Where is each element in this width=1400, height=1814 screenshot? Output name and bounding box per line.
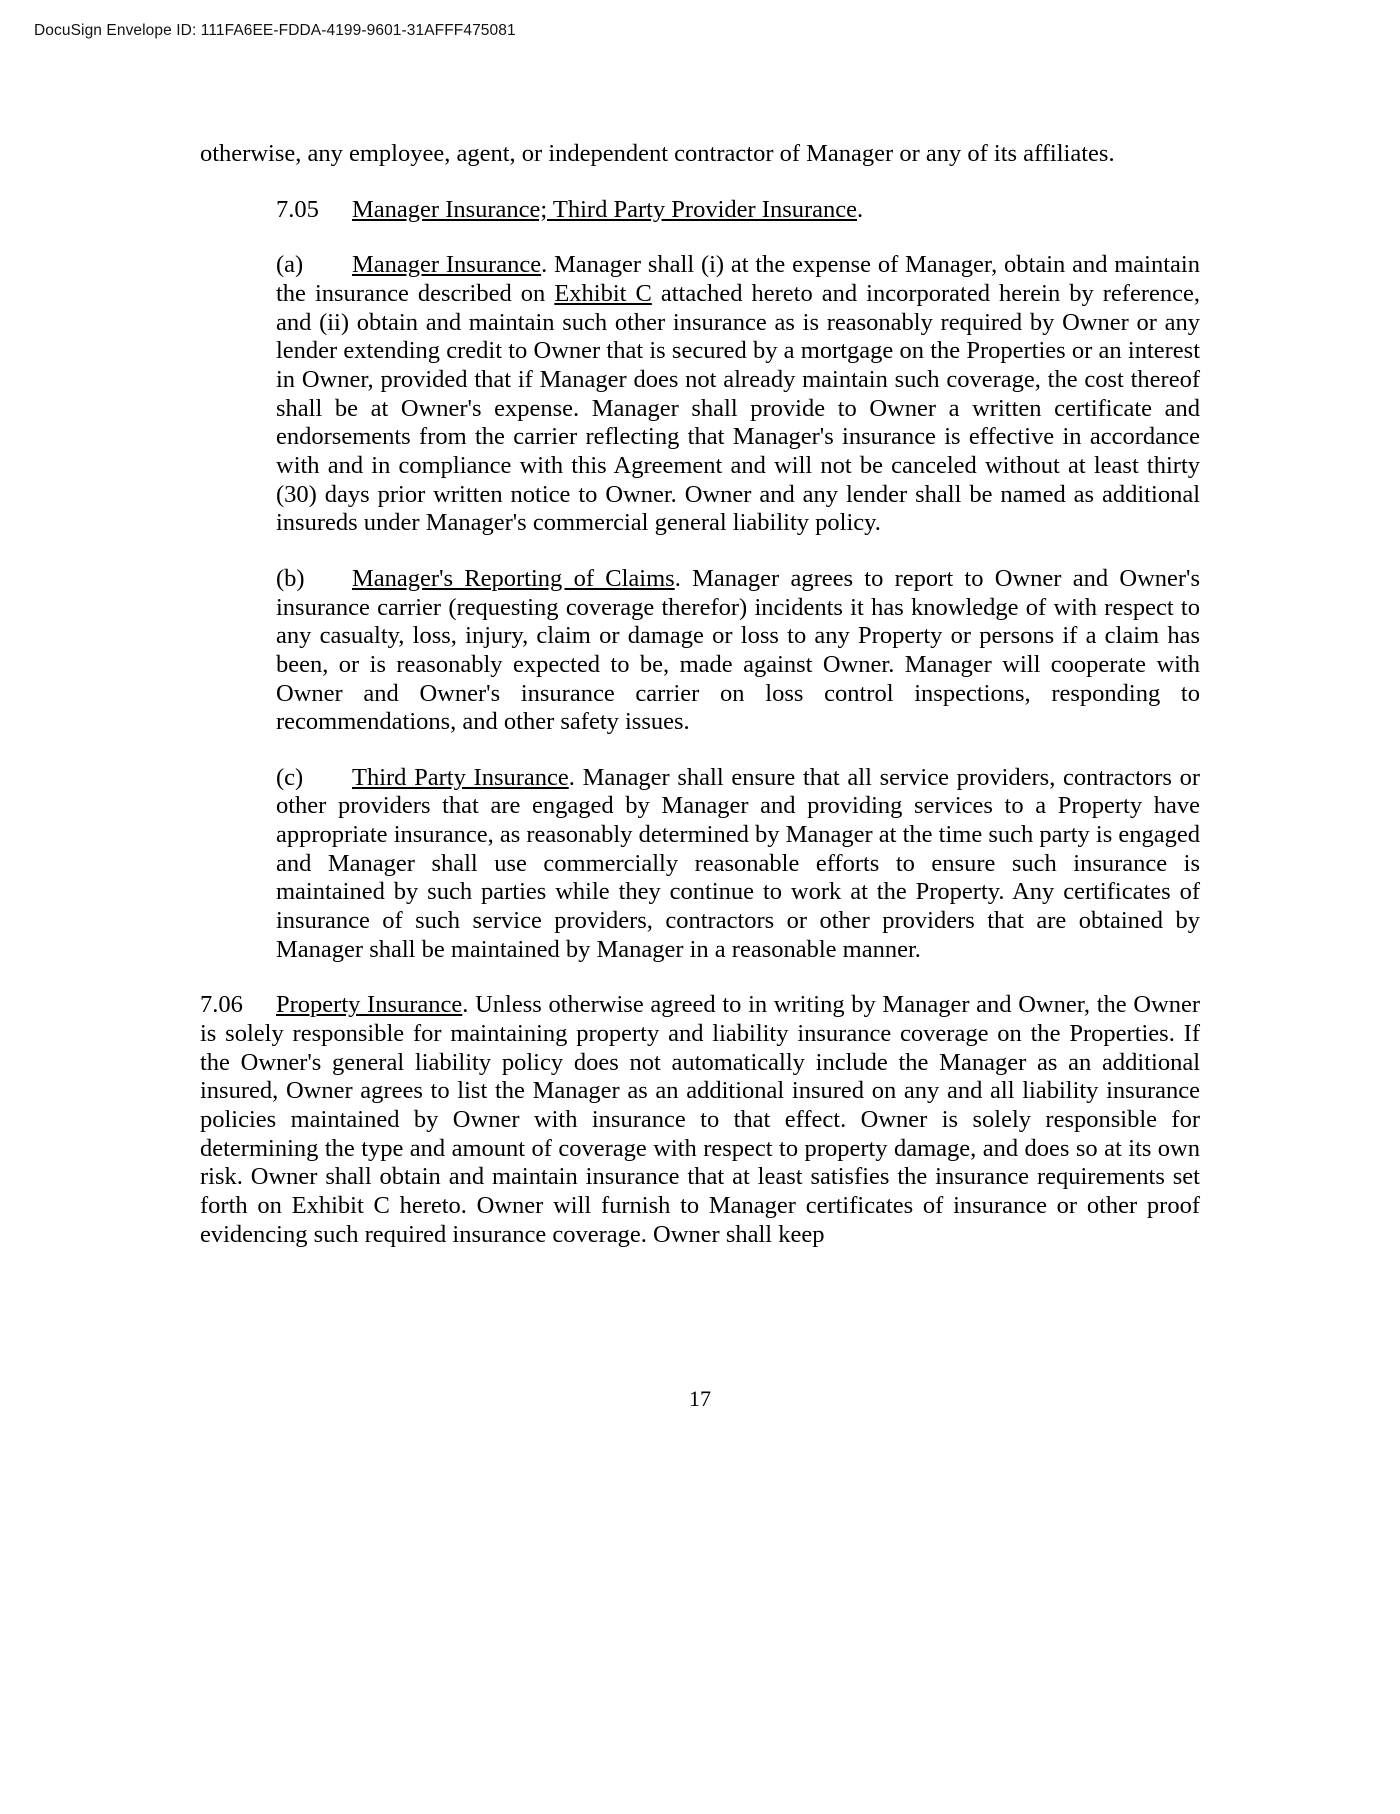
section-7-05-block	[276, 196, 1200, 965]
exhibit-c-reference: Exhibit C	[554, 279, 652, 307]
intro-paragraph: otherwise, any employee, agent, or independent contractor of Manager or any of its affiliates.	[200, 140, 1115, 167]
subsection-b	[276, 565, 1200, 737]
section-number: 7.05	[276, 195, 319, 223]
subsection-c-body: . Manager shall ensure that all service providers, contractors or other providers that are engaged by Manager and providing services to a Property have appropriate insurance, as reasonably determined by Manager at the time such party is engaged and Manager shall use commercially reasonable efforts to ensure such insurance is maintained by such parties while they continue to work at the Property. Any certificates of insurance of such service providers, contractors or other providers that are obtained by Manager shall be maintained by Manager in a reasonable manner.	[276, 763, 1200, 963]
section-7-06	[200, 991, 1200, 1249]
section-7-06-number: 7.06	[200, 991, 243, 1019]
subsection-c-heading: Third Party Insurance	[352, 763, 569, 791]
docusign-envelope-id: DocuSign Envelope ID: 111FA6EE-FDDA-4199-9601-31AFFF475081	[34, 22, 516, 39]
page-number: 17	[689, 1386, 711, 1411]
subsection-b-label: (b)	[276, 564, 305, 592]
section-7-05-heading	[276, 196, 1200, 225]
subsection-a-heading: Manager Insurance	[352, 251, 542, 279]
subsection-a-body-2: attached hereto and incorporated herein by reference, and (ii) obtain and maintain such other insurance as is reasonably required by Owner or any lender extending credit to Owner that is secured by a mortgage on the Properties or an interest in Owner, provided that if Manager does not already maintain such coverage, the cost thereof shall be at Owner's expense. Manager shall provide to Owner a written certificate and endorsements from the carrier reflecting that Manager's insurance is effective in accordance with and in compliance with this Agreement and will not be canceled without at least thirty (30) days prior written notice to Owner. Owner and any lender shall be named as additional insureds under Manager's commercial general liability policy.	[276, 279, 1200, 537]
subsection-c-label: (c)	[276, 763, 304, 791]
subsection-a-body-1: . Manager shall (i) at the expense of Manager, obtain and maintain the insurance described on	[276, 251, 1200, 307]
subsection-a-label: (a)	[276, 251, 304, 279]
subsection-a	[276, 251, 1200, 538]
document-body	[200, 140, 1200, 1249]
subsection-b-body: . Manager agrees to report to Owner and Owner's insurance carrier (requesting coverage therefor) incidents it has knowledge of with respect to any casualty, loss, injury, claim or damage or loss to any Property or persons if a claim has been, or is reasonably expected to be, made against Owner. Manager will cooperate with Owner and Owner's insurance carrier on loss control inspections, responding to recommendations, and other safety issues.	[276, 564, 1200, 736]
subsection-c	[276, 764, 1200, 965]
subsection-b-heading: Manager's Reporting of Claims	[352, 564, 675, 592]
section-title: Manager Insurance; Third Party Provider Insurance	[352, 195, 858, 223]
section-7-06-heading: Property Insurance	[276, 991, 463, 1019]
section-title-suffix: .	[857, 195, 864, 223]
section-7-06-body: . Unless otherwise agreed to in writing by Manager and Owner, the Owner is solely responsible for maintaining property and liability insurance coverage on the Properties. If the Owner's general liability policy does not automatically include the Manager as an additional insured, Owner agrees to list the Manager as an additional insured on any and all liability insurance policies maintained by Owner with insurance to that effect. Owner is solely responsible for determining the type and amount of coverage with respect to property damage, and does so at its own risk. Owner shall obtain and maintain insurance that at least satisfies the insurance requirements set forth on Exhibit C hereto. Owner will furnish to Manager certificates of insurance or other proof evidencing such required insurance coverage. Owner shall keep	[200, 991, 1200, 1248]
